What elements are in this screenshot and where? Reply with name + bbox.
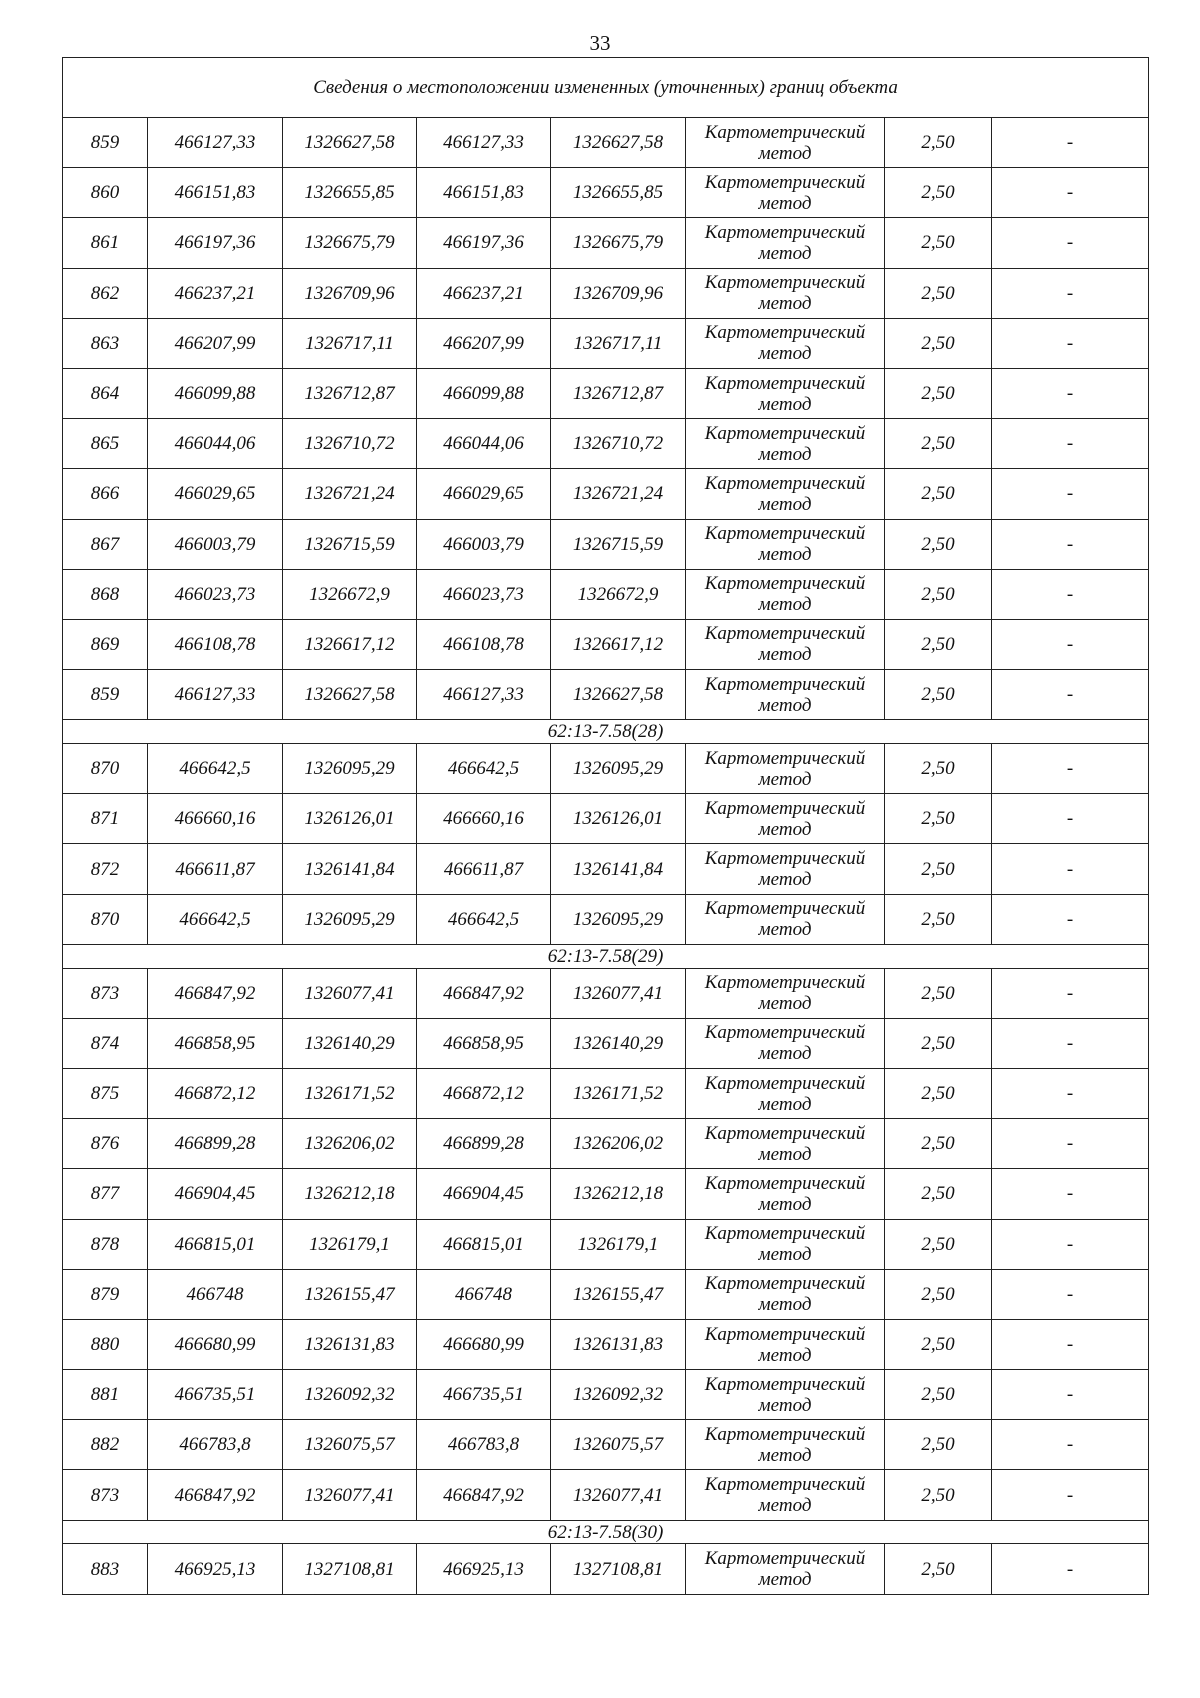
table-row [63,318,1149,368]
y-old-cell: 1326627,58 [283,670,417,720]
table-row [63,419,1149,469]
y-new-cell: 1326095,29 [551,744,686,794]
description-cell: - [992,118,1149,168]
accuracy-cell: 2,50 [885,844,992,894]
accuracy-cell: 2,50 [885,1544,992,1594]
accuracy-cell: 2,50 [885,1319,992,1369]
method-cell: Картометрический метод [686,1119,885,1169]
x-new-cell: 466904,45 [417,1169,551,1219]
method-cell: Картометрический метод [686,1018,885,1068]
accuracy-cell: 2,50 [885,894,992,944]
boundary-coordinates-table [62,57,1149,1595]
y-old-cell: 1326095,29 [283,894,417,944]
y-old-cell: 1326627,58 [283,118,417,168]
description-cell: - [992,844,1149,894]
table-row [63,218,1149,268]
x-new-cell: 466642,5 [417,744,551,794]
x-old-cell: 466642,5 [148,744,283,794]
table-row [63,1420,1149,1470]
y-old-cell: 1326710,72 [283,419,417,469]
point-number-cell: 875 [63,1068,148,1118]
accuracy-cell: 2,50 [885,968,992,1018]
method-cell: Картометрический метод [686,1420,885,1470]
x-new-cell: 466197,36 [417,218,551,268]
point-number-cell: 870 [63,744,148,794]
description-cell: - [992,1068,1149,1118]
y-new-cell: 1326627,58 [551,118,686,168]
description-cell: - [992,469,1149,519]
y-old-cell: 1327108,81 [283,1544,417,1594]
table-row [63,469,1149,519]
accuracy-cell: 2,50 [885,569,992,619]
point-number-cell: 864 [63,368,148,418]
y-old-cell: 1326141,84 [283,844,417,894]
point-number-cell: 867 [63,519,148,569]
x-new-cell: 466660,16 [417,794,551,844]
section-label: 62:13-7.58(29) [63,944,1149,968]
y-new-cell: 1326212,18 [551,1169,686,1219]
point-number-cell: 866 [63,469,148,519]
x-old-cell: 466660,16 [148,794,283,844]
y-old-cell: 1326131,83 [283,1319,417,1369]
table-body [63,58,1149,1595]
x-old-cell: 466925,13 [148,1544,283,1594]
y-new-cell: 1326140,29 [551,1018,686,1068]
point-number-cell: 872 [63,844,148,894]
method-cell: Картометрический метод [686,1068,885,1118]
table-row [63,844,1149,894]
table-row [63,744,1149,794]
method-cell: Картометрический метод [686,670,885,720]
y-old-cell: 1326171,52 [283,1068,417,1118]
description-cell: - [992,419,1149,469]
point-number-cell: 881 [63,1370,148,1420]
x-new-cell: 466237,21 [417,268,551,318]
x-old-cell: 466847,92 [148,968,283,1018]
x-old-cell: 466904,45 [148,1169,283,1219]
x-new-cell: 466815,01 [417,1219,551,1269]
point-number-cell: 883 [63,1544,148,1594]
table-row [63,1470,1149,1520]
table-row [63,1269,1149,1319]
y-new-cell: 1326141,84 [551,844,686,894]
method-cell: Картометрический метод [686,268,885,318]
description-cell: - [992,794,1149,844]
x-old-cell: 466642,5 [148,894,283,944]
x-new-cell: 466899,28 [417,1119,551,1169]
y-new-cell: 1326077,41 [551,1470,686,1520]
description-cell: - [992,670,1149,720]
table-row [63,1068,1149,1118]
table-row [63,1370,1149,1420]
point-number-cell: 873 [63,968,148,1018]
section-label: 62:13-7.58(30) [63,1520,1149,1544]
x-new-cell: 466151,83 [417,168,551,218]
x-old-cell: 466611,87 [148,844,283,894]
x-new-cell: 466099,88 [417,368,551,418]
accuracy-cell: 2,50 [885,168,992,218]
accuracy-cell: 2,50 [885,268,992,318]
y-old-cell: 1326655,85 [283,168,417,218]
x-old-cell: 466044,06 [148,419,283,469]
point-number-cell: 878 [63,1219,148,1269]
method-cell: Картометрический метод [686,469,885,519]
description-cell: - [992,569,1149,619]
y-new-cell: 1326710,72 [551,419,686,469]
x-old-cell: 466237,21 [148,268,283,318]
x-old-cell: 466108,78 [148,619,283,669]
y-old-cell: 1326092,32 [283,1370,417,1420]
table-title-row [63,58,1149,118]
y-new-cell: 1326155,47 [551,1269,686,1319]
x-old-cell: 466872,12 [148,1068,283,1118]
x-new-cell: 466611,87 [417,844,551,894]
description-cell: - [992,1169,1149,1219]
x-old-cell: 466023,73 [148,569,283,619]
accuracy-cell: 2,50 [885,318,992,368]
description-cell: - [992,1544,1149,1594]
accuracy-cell: 2,50 [885,1269,992,1319]
table-row [63,168,1149,218]
x-new-cell: 466207,99 [417,318,551,368]
method-cell: Картометрический метод [686,218,885,268]
accuracy-cell: 2,50 [885,1219,992,1269]
method-cell: Картометрический метод [686,1544,885,1594]
method-cell: Картометрический метод [686,519,885,569]
x-old-cell: 466197,36 [148,218,283,268]
table-row [63,670,1149,720]
x-old-cell: 466127,33 [148,670,283,720]
y-old-cell: 1326675,79 [283,218,417,268]
x-old-cell: 466815,01 [148,1219,283,1269]
point-number-cell: 879 [63,1269,148,1319]
accuracy-cell: 2,50 [885,218,992,268]
y-new-cell: 1327108,81 [551,1544,686,1594]
method-cell: Картометрический метод [686,1269,885,1319]
method-cell: Картометрический метод [686,368,885,418]
x-new-cell: 466847,92 [417,968,551,1018]
y-old-cell: 1326155,47 [283,1269,417,1319]
x-old-cell: 466207,99 [148,318,283,368]
y-new-cell: 1326077,41 [551,968,686,1018]
y-old-cell: 1326077,41 [283,1470,417,1520]
method-cell: Картометрический метод [686,744,885,794]
table-row [63,1018,1149,1068]
method-cell: Картометрический метод [686,844,885,894]
y-new-cell: 1326715,59 [551,519,686,569]
method-cell: Картометрический метод [686,1219,885,1269]
x-new-cell: 466847,92 [417,1470,551,1520]
description-cell: - [992,894,1149,944]
accuracy-cell: 2,50 [885,1068,992,1118]
table-row [63,1119,1149,1169]
y-new-cell: 1326672,9 [551,569,686,619]
x-new-cell: 466023,73 [417,569,551,619]
accuracy-cell: 2,50 [885,1119,992,1169]
table-row [63,1319,1149,1369]
section-row [63,720,1149,744]
x-new-cell: 466642,5 [417,894,551,944]
description-cell: - [992,1219,1149,1269]
method-cell: Картометрический метод [686,118,885,168]
method-cell: Картометрический метод [686,794,885,844]
y-new-cell: 1326206,02 [551,1119,686,1169]
x-new-cell: 466003,79 [417,519,551,569]
accuracy-cell: 2,50 [885,1470,992,1520]
y-old-cell: 1326709,96 [283,268,417,318]
point-number-cell: 880 [63,1319,148,1369]
table-row [63,368,1149,418]
point-number-cell: 863 [63,318,148,368]
x-old-cell: 466127,33 [148,118,283,168]
method-cell: Картометрический метод [686,1370,885,1420]
description-cell: - [992,1470,1149,1520]
point-number-cell: 868 [63,569,148,619]
point-number-cell: 877 [63,1169,148,1219]
y-new-cell: 1326075,57 [551,1420,686,1470]
section-label: 62:13-7.58(28) [63,720,1149,744]
method-cell: Картометрический метод [686,619,885,669]
table-row [63,968,1149,1018]
point-number-cell: 870 [63,894,148,944]
description-cell: - [992,218,1149,268]
y-new-cell: 1326717,11 [551,318,686,368]
method-cell: Картометрический метод [686,569,885,619]
y-old-cell: 1326712,87 [283,368,417,418]
y-new-cell: 1326179,1 [551,1219,686,1269]
y-old-cell: 1326206,02 [283,1119,417,1169]
description-cell: - [992,318,1149,368]
accuracy-cell: 2,50 [885,744,992,794]
table-row [63,1544,1149,1594]
accuracy-cell: 2,50 [885,118,992,168]
method-cell: Картометрический метод [686,168,885,218]
x-new-cell: 466872,12 [417,1068,551,1118]
section-row [63,944,1149,968]
table-title: Сведения о местоположении измененных (уточненных) границ объекта [63,58,1149,118]
table-row [63,894,1149,944]
description-cell: - [992,1370,1149,1420]
y-new-cell: 1326131,83 [551,1319,686,1369]
point-number-cell: 882 [63,1420,148,1470]
x-new-cell: 466108,78 [417,619,551,669]
description-cell: - [992,744,1149,794]
y-old-cell: 1326179,1 [283,1219,417,1269]
x-new-cell: 466925,13 [417,1544,551,1594]
y-new-cell: 1326721,24 [551,469,686,519]
accuracy-cell: 2,50 [885,1018,992,1068]
method-cell: Картометрический метод [686,968,885,1018]
table-row [63,619,1149,669]
y-new-cell: 1326712,87 [551,368,686,418]
y-old-cell: 1326140,29 [283,1018,417,1068]
accuracy-cell: 2,50 [885,519,992,569]
accuracy-cell: 2,50 [885,1420,992,1470]
point-number-cell: 861 [63,218,148,268]
x-old-cell: 466029,65 [148,469,283,519]
y-old-cell: 1326617,12 [283,619,417,669]
point-number-cell: 859 [63,118,148,168]
table-row [63,1169,1149,1219]
method-cell: Картометрический метод [686,1319,885,1369]
y-old-cell: 1326212,18 [283,1169,417,1219]
section-row [63,1520,1149,1544]
method-cell: Картометрический метод [686,1470,885,1520]
point-number-cell: 871 [63,794,148,844]
x-old-cell: 466899,28 [148,1119,283,1169]
y-old-cell: 1326095,29 [283,744,417,794]
table-row [63,794,1149,844]
y-new-cell: 1326675,79 [551,218,686,268]
x-new-cell: 466029,65 [417,469,551,519]
description-cell: - [992,1319,1149,1369]
description-cell: - [992,519,1149,569]
x-new-cell: 466748 [417,1269,551,1319]
table-row [63,268,1149,318]
table-row [63,519,1149,569]
table-row [63,1219,1149,1269]
point-number-cell: 862 [63,268,148,318]
y-new-cell: 1326092,32 [551,1370,686,1420]
accuracy-cell: 2,50 [885,368,992,418]
x-old-cell: 466003,79 [148,519,283,569]
description-cell: - [992,1269,1149,1319]
description-cell: - [992,368,1149,418]
description-cell: - [992,1018,1149,1068]
method-cell: Картометрический метод [686,318,885,368]
method-cell: Картометрический метод [686,1169,885,1219]
x-new-cell: 466858,95 [417,1018,551,1068]
y-new-cell: 1326709,96 [551,268,686,318]
point-number-cell: 865 [63,419,148,469]
x-old-cell: 466858,95 [148,1018,283,1068]
y-new-cell: 1326171,52 [551,1068,686,1118]
method-cell: Картометрический метод [686,419,885,469]
x-new-cell: 466044,06 [417,419,551,469]
y-new-cell: 1326126,01 [551,794,686,844]
accuracy-cell: 2,50 [885,1169,992,1219]
y-old-cell: 1326717,11 [283,318,417,368]
x-old-cell: 466847,92 [148,1470,283,1520]
point-number-cell: 873 [63,1470,148,1520]
description-cell: - [992,1119,1149,1169]
point-number-cell: 874 [63,1018,148,1068]
x-old-cell: 466099,88 [148,368,283,418]
y-old-cell: 1326721,24 [283,469,417,519]
x-old-cell: 466783,8 [148,1420,283,1470]
y-new-cell: 1326655,85 [551,168,686,218]
accuracy-cell: 2,50 [885,469,992,519]
accuracy-cell: 2,50 [885,794,992,844]
x-new-cell: 466127,33 [417,670,551,720]
point-number-cell: 859 [63,670,148,720]
description-cell: - [992,1420,1149,1470]
description-cell: - [992,268,1149,318]
x-old-cell: 466680,99 [148,1319,283,1369]
accuracy-cell: 2,50 [885,670,992,720]
x-new-cell: 466735,51 [417,1370,551,1420]
description-cell: - [992,968,1149,1018]
description-cell: - [992,619,1149,669]
point-number-cell: 860 [63,168,148,218]
y-new-cell: 1326627,58 [551,670,686,720]
y-old-cell: 1326126,01 [283,794,417,844]
table-row [63,118,1149,168]
page-number: 33 [589,31,611,55]
method-cell: Картометрический метод [686,894,885,944]
accuracy-cell: 2,50 [885,1370,992,1420]
y-old-cell: 1326077,41 [283,968,417,1018]
x-old-cell: 466735,51 [148,1370,283,1420]
description-cell: - [992,168,1149,218]
y-old-cell: 1326672,9 [283,569,417,619]
table-row [63,569,1149,619]
y-old-cell: 1326715,59 [283,519,417,569]
y-new-cell: 1326617,12 [551,619,686,669]
accuracy-cell: 2,50 [885,419,992,469]
x-new-cell: 466783,8 [417,1420,551,1470]
x-old-cell: 466151,83 [148,168,283,218]
point-number-cell: 869 [63,619,148,669]
x-new-cell: 466127,33 [417,118,551,168]
x-new-cell: 466680,99 [417,1319,551,1369]
accuracy-cell: 2,50 [885,619,992,669]
y-old-cell: 1326075,57 [283,1420,417,1470]
x-old-cell: 466748 [148,1269,283,1319]
y-new-cell: 1326095,29 [551,894,686,944]
point-number-cell: 876 [63,1119,148,1169]
